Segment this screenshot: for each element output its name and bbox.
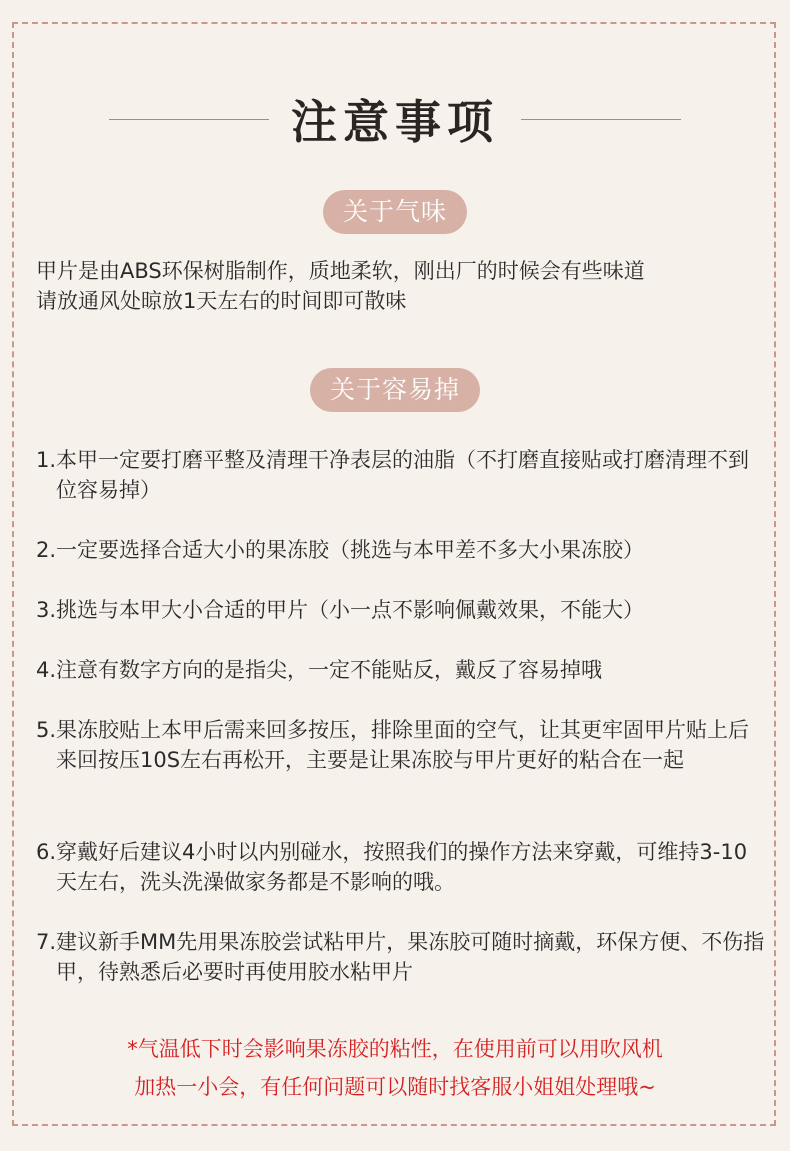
notice-line-2: 加热一小会，有任何问题可以随时找客服小姐姐处理哦~ — [134, 1075, 656, 1099]
list-item: 1.本甲一定要打磨平整及清理干净表层的油脂（不打磨直接贴或打磨清理不到位容易掉） — [36, 448, 750, 502]
list-item: 6.穿戴好后建议4小时以内别碰水，按照我们的操作方法来穿戴，可维持3-10天左右，洗头洗澡做家务都是不影响的哦。 — [36, 840, 748, 894]
section-smell-header — [0, 190, 790, 234]
warning-notice — [0, 1030, 790, 1106]
header — [0, 84, 790, 154]
notice-line-1: *气温低下时会影响果冻胶的粘性，在使用前可以用吹风机 — [127, 1037, 663, 1061]
smell-line-2: 请放通风处晾放1天左右的时间即可散味 — [36, 289, 407, 313]
smell-line-1: 甲片是由ABS环保树脂制作，质地柔软，刚出厂的时候会有些味道 — [36, 259, 645, 283]
list-item: 2.一定要选择合适大小的果冻胶（挑选与本甲差不多大小果冻胶） — [36, 538, 645, 562]
list-item: 4.注意有数字方向的是指尖，一定不能贴反，戴反了容易掉哦 — [36, 658, 603, 682]
list-item: 7.建议新手MM先用果冻胶尝试粘甲片，果冻胶可随时摘戴，环保方便、不伤指甲，待熟悉后必要时再使用胶水粘甲片 — [36, 930, 765, 984]
title-divider-left — [109, 119, 269, 120]
title-divider-right — [521, 119, 681, 120]
section-falloff-header — [0, 368, 790, 412]
list-item: 5.果冻胶贴上本甲后需来回多按压，排除里面的空气，让其更牢固甲片贴上后来回按压10S左右再松开，主要是让果冻胶与甲片更好的粘合在一起 — [36, 718, 750, 772]
section-label-smell: 关于气味 — [323, 190, 467, 234]
section-label-falloff: 关于容易掉 — [310, 368, 480, 412]
list-item: 3.挑选与本甲大小合适的甲片（小一点不影响佩戴效果，不能大） — [36, 598, 645, 622]
page-title: 注意事项 — [291, 95, 499, 149]
